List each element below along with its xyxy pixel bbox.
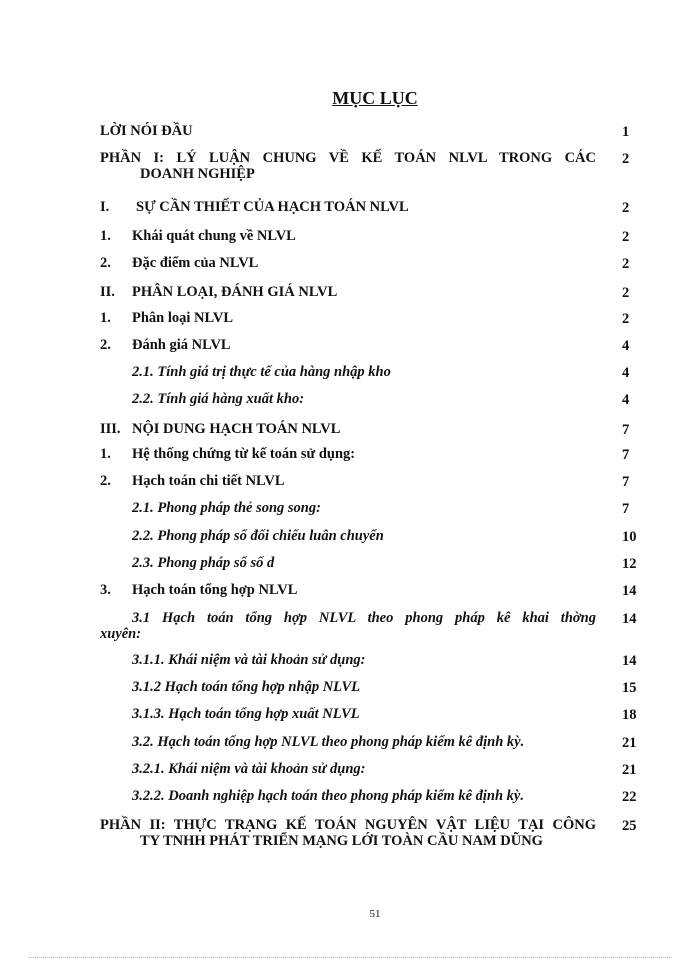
- toc-entry-text: 3.1.3. Hạch toán tổng hợp xuất NLVL: [132, 706, 360, 722]
- toc-entry-text: Hạch toán chi tiết NLVL: [132, 473, 285, 489]
- toc-entry-text: Đặc điểm của NLVL: [132, 255, 259, 271]
- toc-page-number: 7: [622, 447, 630, 463]
- toc-entry-text: 3.1 Hạch toán tổng hợp NLVL theo phong pháp kê khai thờng: [132, 610, 596, 626]
- toc-page-number: 21: [622, 762, 637, 778]
- toc-page-number: 2: [622, 151, 630, 167]
- toc-page-number: 2: [622, 229, 630, 245]
- toc-entry-text-continued: xuyên:: [100, 626, 142, 642]
- toc-entry-text: 3.1.1. Khái niệm và tài khoản sử dụng:: [132, 652, 366, 668]
- toc-entry-text: PHẦN II: THỰC TRẠNG KẾ TOÁN NGUYÊN VẬT LIỆU TẠI CÔNG: [100, 817, 596, 833]
- toc-entry-text: 3.2.1. Khái niệm và tài khoản sử dụng:: [132, 761, 366, 777]
- toc-entry-text: 2.1. Phong pháp thẻ song song:: [132, 500, 321, 516]
- toc-entry-text: Khái quát chung về NLVL: [132, 228, 296, 244]
- toc-entry-text: Phân loại NLVL: [132, 310, 233, 326]
- toc-entry-text: 3.2. Hạch toán tổng hợp NLVL theo phong pháp kiểm kê định kỳ.: [132, 734, 525, 750]
- toc-page-number: 2: [622, 256, 630, 272]
- page-divider: [28, 957, 672, 958]
- toc-entry-text: Đánh giá NLVL: [132, 337, 231, 353]
- toc-entry-text: PHẦN I: LÝ LUẬN CHUNG VỀ KẾ TOÁN NLVL TRONG CÁC: [100, 150, 596, 166]
- toc-entry-number: 1.: [100, 446, 111, 462]
- toc-page-number: 14: [622, 653, 637, 669]
- toc-entry-text: 2.1. Tính giá trị thực tế của hàng nhập kho: [132, 364, 391, 380]
- toc-entry-text: 2.2. Tính giá hàng xuất kho:: [132, 391, 305, 407]
- toc-entry-number: III.: [100, 421, 121, 437]
- toc-entry-text: 2.3. Phong pháp sổ số d: [132, 555, 275, 571]
- toc-page-number: 15: [622, 680, 637, 696]
- toc-page-number: 14: [622, 583, 637, 599]
- toc-entry-number: I.: [100, 199, 110, 215]
- toc-page-number: 22: [622, 789, 637, 805]
- toc-page-number: 1: [622, 124, 630, 140]
- toc-page-number: 12: [622, 556, 637, 572]
- toc-entry-text: 2.2. Phong pháp sổ đối chiếu luân chuyển: [132, 528, 384, 544]
- toc-entry-text: NỘI DUNG HẠCH TOÁN NLVL: [132, 421, 341, 437]
- toc-entry-text-continued: DOANH NGHIỆP: [140, 166, 255, 182]
- toc-page-number: 18: [622, 707, 637, 723]
- toc-entry-number: 1.: [100, 228, 111, 244]
- toc-entry-number: 2.: [100, 255, 111, 271]
- toc-entry-text-continued: TY TNHH PHÁT TRIỂN MẠNG LỚI TOÀN CẦU NAM DŨNG: [140, 833, 543, 849]
- toc-entry-text: 3.1.2 Hạch toán tổng hợp nhập NLVL: [132, 679, 361, 695]
- toc-page-number: 4: [622, 365, 630, 381]
- toc-page-number: 4: [622, 338, 630, 354]
- toc-entry-number: 1.: [100, 310, 111, 326]
- toc-entry-text: LỜI NÓI ĐẦU: [100, 123, 193, 139]
- toc-entry-number: II.: [100, 284, 115, 300]
- toc-page-number: 10: [622, 529, 637, 545]
- toc-entry-text: PHÂN LOẠI, ĐÁNH GIÁ NLVL: [132, 284, 338, 300]
- toc-entry-text: Hệ thống chứng từ kế toán sử dụng:: [132, 446, 356, 462]
- toc-page-number: 14: [622, 611, 637, 627]
- toc-page-number: 2: [622, 285, 630, 301]
- toc-page-number: 21: [622, 735, 637, 751]
- toc-page-number: 7: [622, 474, 630, 490]
- toc-page-number: 7: [622, 501, 630, 517]
- toc-entry-text: 3.2.2. Doanh nghiệp hạch toán theo phong pháp kiểm kê định kỳ.: [132, 788, 524, 804]
- toc-page-number: 4: [622, 392, 630, 408]
- toc-entry-text: SỰ CẦN THIẾT CỦA HẠCH TOÁN NLVL: [136, 199, 409, 215]
- toc-title: MỤC LỤC: [332, 88, 418, 108]
- toc-page-number: 2: [622, 311, 630, 327]
- toc-entry-text: Hạch toán tổng hợp NLVL: [132, 582, 298, 598]
- toc-page-number: 25: [622, 818, 637, 834]
- toc-entry-number: 3.: [100, 582, 111, 598]
- toc-entry-number: 2.: [100, 337, 111, 353]
- toc-entry-number: 2.: [100, 473, 111, 489]
- toc-page-number: 2: [622, 200, 630, 216]
- footer-page-number: 51: [369, 908, 381, 920]
- toc-page-number: 7: [622, 422, 630, 438]
